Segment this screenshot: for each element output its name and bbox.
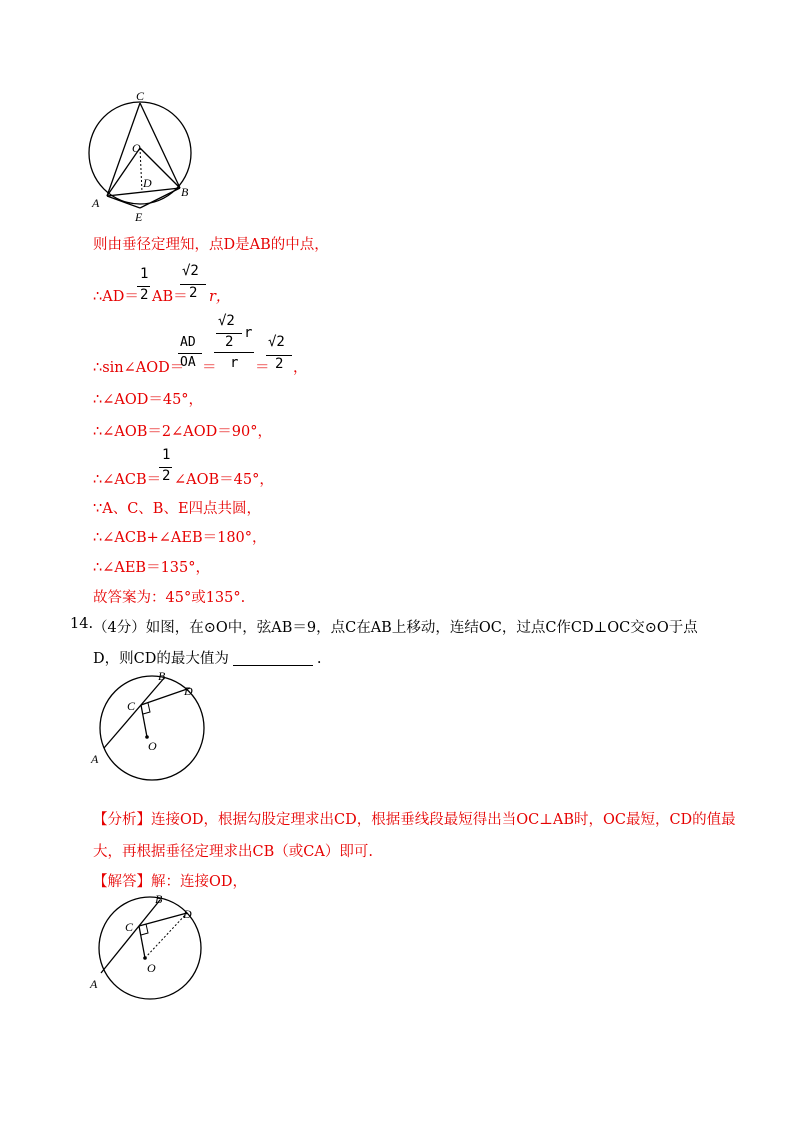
sol13-line8: ∴∠ACB+∠AEB＝180°， xyxy=(93,530,267,546)
answer-line1: 【解答】解：连接OD， xyxy=(93,874,248,890)
fraction-ad-over-oa xyxy=(178,335,202,375)
label-c: C xyxy=(125,920,134,934)
sol13-line7: ∵A、C、B、E四点共圆， xyxy=(93,501,262,517)
q14-line2-prefix: D，则CD的最大值为 xyxy=(93,651,229,667)
right-angle-mark xyxy=(143,703,150,714)
label-a: A xyxy=(92,196,100,210)
sol13-line1: 则由垂径定理知，点D是AB的中点， xyxy=(93,237,329,253)
sol13-line2-mid: AB＝ xyxy=(152,289,188,305)
sol13-line6-prefix: ∴∠ACB＝ xyxy=(93,472,162,488)
q14-line1: （4分）如图，在⊙O中，弦AB＝9，点C在AB上移动，连结OC，过点C作CD⊥OC交⊙O于点 xyxy=(93,620,698,636)
segment-oc xyxy=(141,705,147,737)
label-b: B xyxy=(155,893,163,906)
label-d: D xyxy=(183,907,192,921)
q14-line2 xyxy=(93,647,321,668)
numerator: 1 xyxy=(162,447,171,463)
segment-oa xyxy=(107,148,140,196)
denominator: 2 xyxy=(140,287,149,303)
answer-blank[interactable] xyxy=(233,651,313,666)
sol13-line4: ∴∠AOD＝45°， xyxy=(93,392,204,408)
figure-circle-chord-od xyxy=(85,893,215,1003)
numerator: √2 xyxy=(268,334,285,350)
label-o: O xyxy=(148,739,157,753)
label-d: D xyxy=(184,684,193,698)
label-b: B xyxy=(158,670,166,683)
figure-circle-chord xyxy=(88,670,218,785)
inner-denominator: 2 xyxy=(225,334,234,350)
label-d: D xyxy=(143,176,152,190)
segment-ae xyxy=(107,196,140,208)
segment-eb xyxy=(140,188,180,208)
sol13-line3-suffix: ， xyxy=(293,360,308,376)
analysis-line2: 大，再根据垂径定理求出CB（或CA）即可. xyxy=(93,844,373,860)
figure-circle-triangle xyxy=(80,90,210,230)
sol13-line3-prefix: ∴sin∠AOD＝ xyxy=(93,360,185,376)
outer-denominator: r xyxy=(230,355,239,371)
label-o: O xyxy=(132,141,141,155)
sol13-line6-suffix: ∠AOB＝45°， xyxy=(174,472,274,488)
denominator: 2 xyxy=(275,356,284,372)
center-dot xyxy=(143,956,147,960)
sol13-line3-eq1: ＝ xyxy=(202,360,217,376)
label-a: A xyxy=(91,752,99,766)
numerator: √2 xyxy=(182,263,199,279)
label-e: E xyxy=(135,210,143,224)
label-c: C xyxy=(127,699,136,713)
denominator: OA xyxy=(180,355,196,370)
label-c: C xyxy=(136,90,145,103)
q14-line2-suffix: . xyxy=(316,651,322,667)
q14-number: 14. xyxy=(70,616,94,632)
sol13-line2-prefix: ∴AD＝ xyxy=(93,289,139,305)
fraction-complex xyxy=(214,313,254,375)
denominator: 2 xyxy=(162,468,171,484)
sol13-line10: 故答案为：45°或135°. xyxy=(93,590,246,606)
sol13-line2-suffix: r， xyxy=(209,289,231,305)
label-a: A xyxy=(90,977,98,991)
segment-oc xyxy=(139,926,145,958)
fraction-half xyxy=(137,266,151,306)
label-o: O xyxy=(147,961,156,975)
outer-bar xyxy=(214,352,254,353)
inner-r: r xyxy=(244,325,253,341)
label-b: B xyxy=(181,185,189,199)
denominator: 2 xyxy=(189,285,198,301)
fraction-sqrt2-over-2-b xyxy=(266,334,292,374)
sol13-line5: ∴∠AOB＝2∠AOD＝90°， xyxy=(93,424,272,440)
numerator: AD xyxy=(180,335,196,350)
sol13-line3-eq2: ＝ xyxy=(255,360,270,376)
segment-od-dotted xyxy=(145,913,187,958)
numerator: 1 xyxy=(140,266,149,282)
fraction-half-b xyxy=(159,447,173,487)
fraction-bar xyxy=(178,353,202,354)
fraction-sqrt2-over-2 xyxy=(180,263,206,303)
sol13-line9: ∴∠AEB＝135°， xyxy=(93,560,211,576)
analysis-line1: 【分析】连接OD，根据勾股定理求出CD，根据垂线段最短得出当OC⊥AB时，OC最短，CD的值最 xyxy=(93,812,736,828)
inner-numerator: √2 xyxy=(218,313,235,329)
